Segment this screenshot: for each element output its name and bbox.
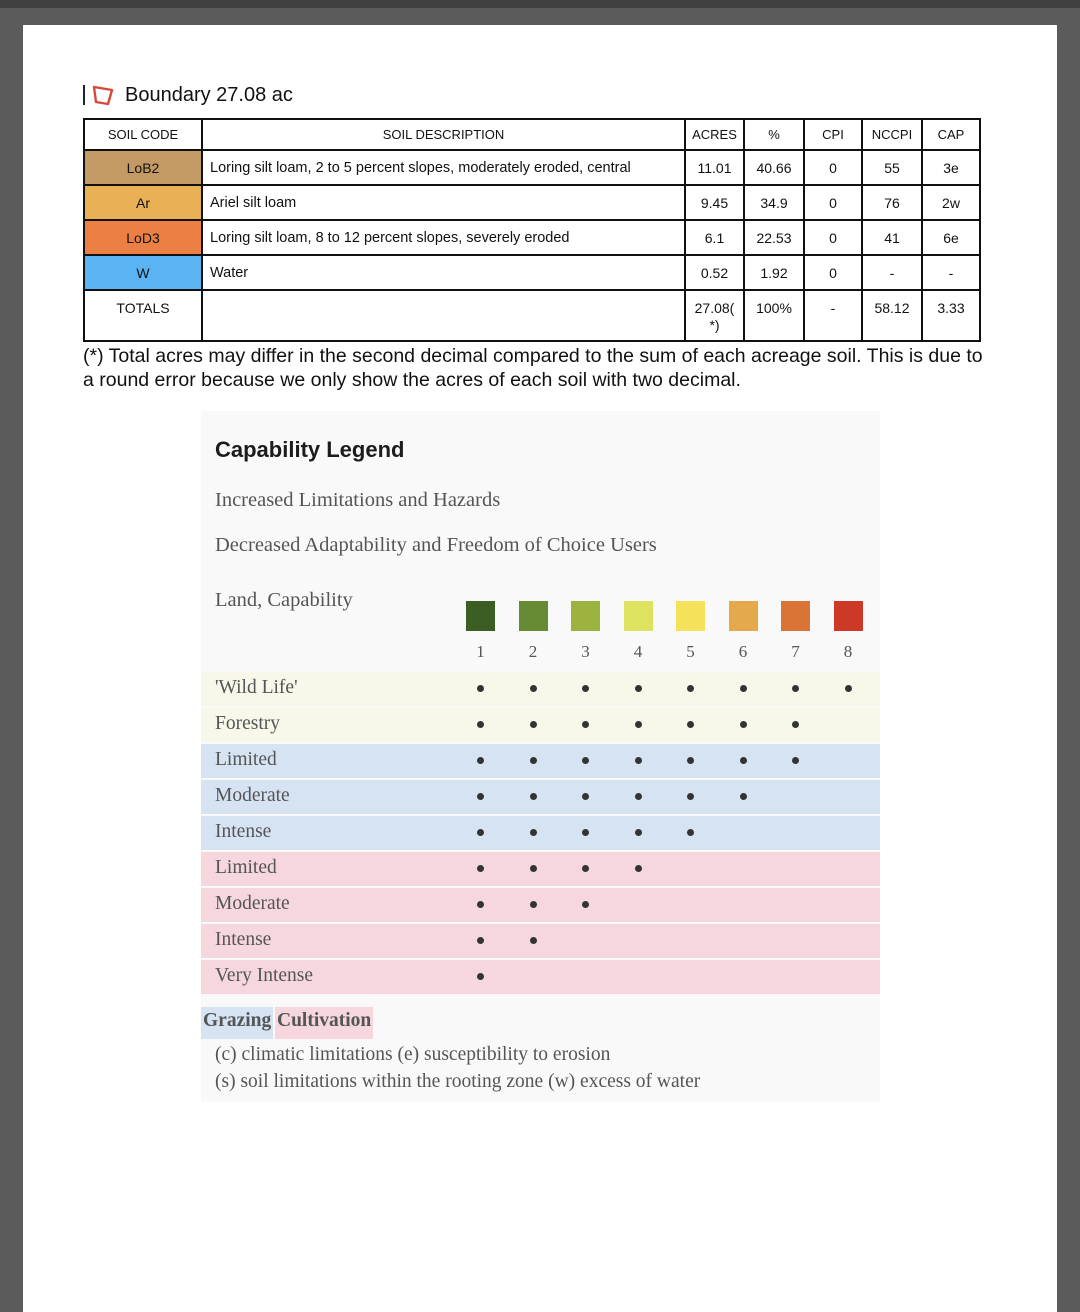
capability-row-wild (201, 672, 880, 706)
capability-dot (792, 757, 799, 764)
limitation-note-2: (s) soil limitations within the rooting zone (w) excess of water (215, 1071, 701, 1092)
capability-class-number: 3 (581, 642, 590, 661)
nccpi-cell: 76 (862, 185, 922, 220)
window-top-bar (0, 0, 1080, 8)
capability-row-grazing (201, 744, 880, 778)
soil-code-cell: W (84, 255, 202, 290)
cpi-cell: 0 (804, 150, 862, 185)
acreage-footnote: (*) Total acres may differ in the second decimal compared to the sum of each acreage soil. This is due to a round error because we only show the acres of each soil with two decimal. (83, 345, 983, 391)
cpi-cell: 0 (804, 185, 862, 220)
acres-cell: 0.52 (685, 255, 744, 290)
capability-dot (530, 937, 537, 944)
capability-dot (530, 865, 537, 872)
header-soil-description: SOIL DESCRIPTION (202, 119, 685, 150)
capability-dot (530, 757, 537, 764)
capability-swatch-1 (466, 601, 495, 631)
capability-row-label: Moderate (215, 893, 290, 914)
capability-dot (582, 721, 589, 728)
boundary-header (83, 80, 293, 110)
capability-dot (635, 865, 642, 872)
totals-cpi: - (804, 290, 862, 341)
capability-class-number: 1 (476, 642, 485, 661)
capability-dot (582, 865, 589, 872)
capability-swatch-2 (519, 601, 548, 631)
capability-dot (477, 721, 484, 728)
totals-acres (685, 290, 744, 341)
soil-code-cell: LoB2 (84, 150, 202, 185)
table-row (84, 185, 980, 220)
acres-cell: 6.1 (685, 220, 744, 255)
capability-row-wild (201, 708, 880, 742)
capability-dot (477, 901, 484, 908)
capability-swatch-3 (571, 601, 600, 631)
header-nccpi: NCCPI (862, 119, 922, 150)
capability-row-label: Intense (215, 929, 272, 950)
table-row (84, 255, 980, 290)
capability-class-number: 5 (686, 642, 695, 661)
capability-swatch-5 (676, 601, 705, 631)
nccpi-cell: 55 (862, 150, 922, 185)
cap-cell: 3e (922, 150, 980, 185)
capability-dot (635, 721, 642, 728)
table-row (84, 150, 980, 185)
capability-dot (635, 793, 642, 800)
capability-dot (687, 793, 694, 800)
capability-row-grazing (201, 816, 880, 850)
capability-dot (582, 685, 589, 692)
capability-dot (477, 829, 484, 836)
legend-title: Capability Legend (215, 437, 405, 462)
header-percent: % (744, 119, 804, 150)
totals-description (202, 290, 685, 341)
percent-cell: 34.9 (744, 185, 804, 220)
acres-cell: 11.01 (685, 150, 744, 185)
totals-label: TOTALS (84, 290, 202, 341)
capability-swatch-4 (624, 601, 653, 631)
capability-row-label: 'Wild Life' (215, 677, 298, 698)
capability-dot (477, 757, 484, 764)
grazing-key: Grazing (201, 1007, 273, 1039)
capability-dot (582, 757, 589, 764)
header-soil-code: SOIL CODE (84, 119, 202, 150)
header-acres: ACRES (685, 119, 744, 150)
increased-limitations-label: Increased Limitations and Hazards (215, 489, 501, 511)
capability-dot (687, 685, 694, 692)
document-page (23, 25, 1057, 1312)
capability-row-label: Moderate (215, 785, 290, 806)
capability-dot (582, 793, 589, 800)
soil-description-cell: Water (202, 255, 685, 290)
capability-row-cultivation (201, 924, 880, 958)
percent-cell: 40.66 (744, 150, 804, 185)
land-capability-label: Land, Capability (215, 589, 353, 611)
capability-dot (477, 793, 484, 800)
capability-dot (477, 973, 484, 980)
nccpi-cell: - (862, 255, 922, 290)
capability-legend (201, 411, 880, 1102)
capability-dot (635, 829, 642, 836)
capability-row-label: Intense (215, 821, 272, 842)
table-header-row (84, 119, 980, 150)
capability-class-number: 7 (791, 642, 800, 661)
capability-dot (740, 757, 747, 764)
limitation-note-1: (c) climatic limitations (e) susceptibility to erosion (215, 1044, 611, 1065)
capability-dot (740, 721, 747, 728)
cap-cell: 2w (922, 185, 980, 220)
capability-dot (635, 685, 642, 692)
totals-acres-value: 27.08( *) (694, 300, 735, 333)
soil-description-cell: Loring silt loam, 8 to 12 percent slopes, severely eroded (202, 220, 685, 255)
cpi-cell: 0 (804, 220, 862, 255)
soil-code-cell: Ar (84, 185, 202, 220)
capability-dot (582, 901, 589, 908)
capability-swatch-7 (781, 601, 810, 631)
capability-class-number: 8 (843, 642, 853, 661)
capability-dot (530, 901, 537, 908)
capability-row-cultivation (201, 960, 880, 994)
cpi-cell: 0 (804, 255, 862, 290)
capability-row-cultivation (201, 852, 880, 886)
percent-cell: 22.53 (744, 220, 804, 255)
capability-dot (530, 685, 537, 692)
totals-nccpi: 58.12 (862, 290, 922, 341)
capability-swatch-6 (729, 601, 758, 631)
soil-description-cell: Ariel silt loam (202, 185, 685, 220)
capability-dot (477, 685, 484, 692)
nccpi-cell: 41 (862, 220, 922, 255)
capability-dot (687, 757, 694, 764)
capability-dot (792, 721, 799, 728)
capability-class-number: 6 (738, 642, 748, 661)
capability-dot (477, 865, 484, 872)
soil-table (83, 118, 981, 342)
table-row (84, 220, 980, 255)
capability-dot (687, 721, 694, 728)
cap-cell: - (922, 255, 980, 290)
soil-code-cell: LoD3 (84, 220, 202, 255)
capability-dot (740, 685, 747, 692)
boundary-polygon-icon (91, 83, 115, 107)
capability-dot (740, 793, 747, 800)
decreased-adaptability-label: Decreased Adaptability and Freedom of Choice Users (215, 534, 657, 556)
capability-dot (635, 757, 642, 764)
capability-class-number: 4 (633, 642, 643, 661)
capability-row-label: Limited (215, 857, 277, 878)
acres-cell: 9.45 (685, 185, 744, 220)
boundary-label: Boundary 27.08 ac (125, 83, 293, 106)
soil-description-cell: Loring silt loam, 2 to 5 percent slopes, moderately eroded, central (202, 150, 685, 185)
capability-row-cultivation (201, 888, 880, 922)
cultivation-key: Cultivation (275, 1007, 373, 1039)
capability-dot (530, 721, 537, 728)
header-cpi: CPI (804, 119, 862, 150)
totals-cap: 3.33 (922, 290, 980, 341)
capability-row-label: Limited (215, 749, 277, 770)
capability-dot (477, 937, 484, 944)
capability-dot (582, 829, 589, 836)
totals-percent: 100% (744, 290, 804, 341)
percent-cell: 1.92 (744, 255, 804, 290)
capability-dot (530, 829, 537, 836)
capability-dot (845, 685, 852, 692)
header-cap: CAP (922, 119, 980, 150)
capability-row-label: Forestry (215, 713, 280, 734)
capability-dot (530, 793, 537, 800)
capability-row-grazing (201, 780, 880, 814)
capability-dot (792, 685, 799, 692)
capability-swatch-8 (834, 601, 863, 631)
capability-dot (687, 829, 694, 836)
boundary-divider (83, 85, 85, 105)
totals-row (84, 290, 980, 341)
capability-row-label: Very Intense (215, 965, 314, 986)
cap-cell: 6e (922, 220, 980, 255)
capability-class-number: 2 (528, 642, 538, 661)
